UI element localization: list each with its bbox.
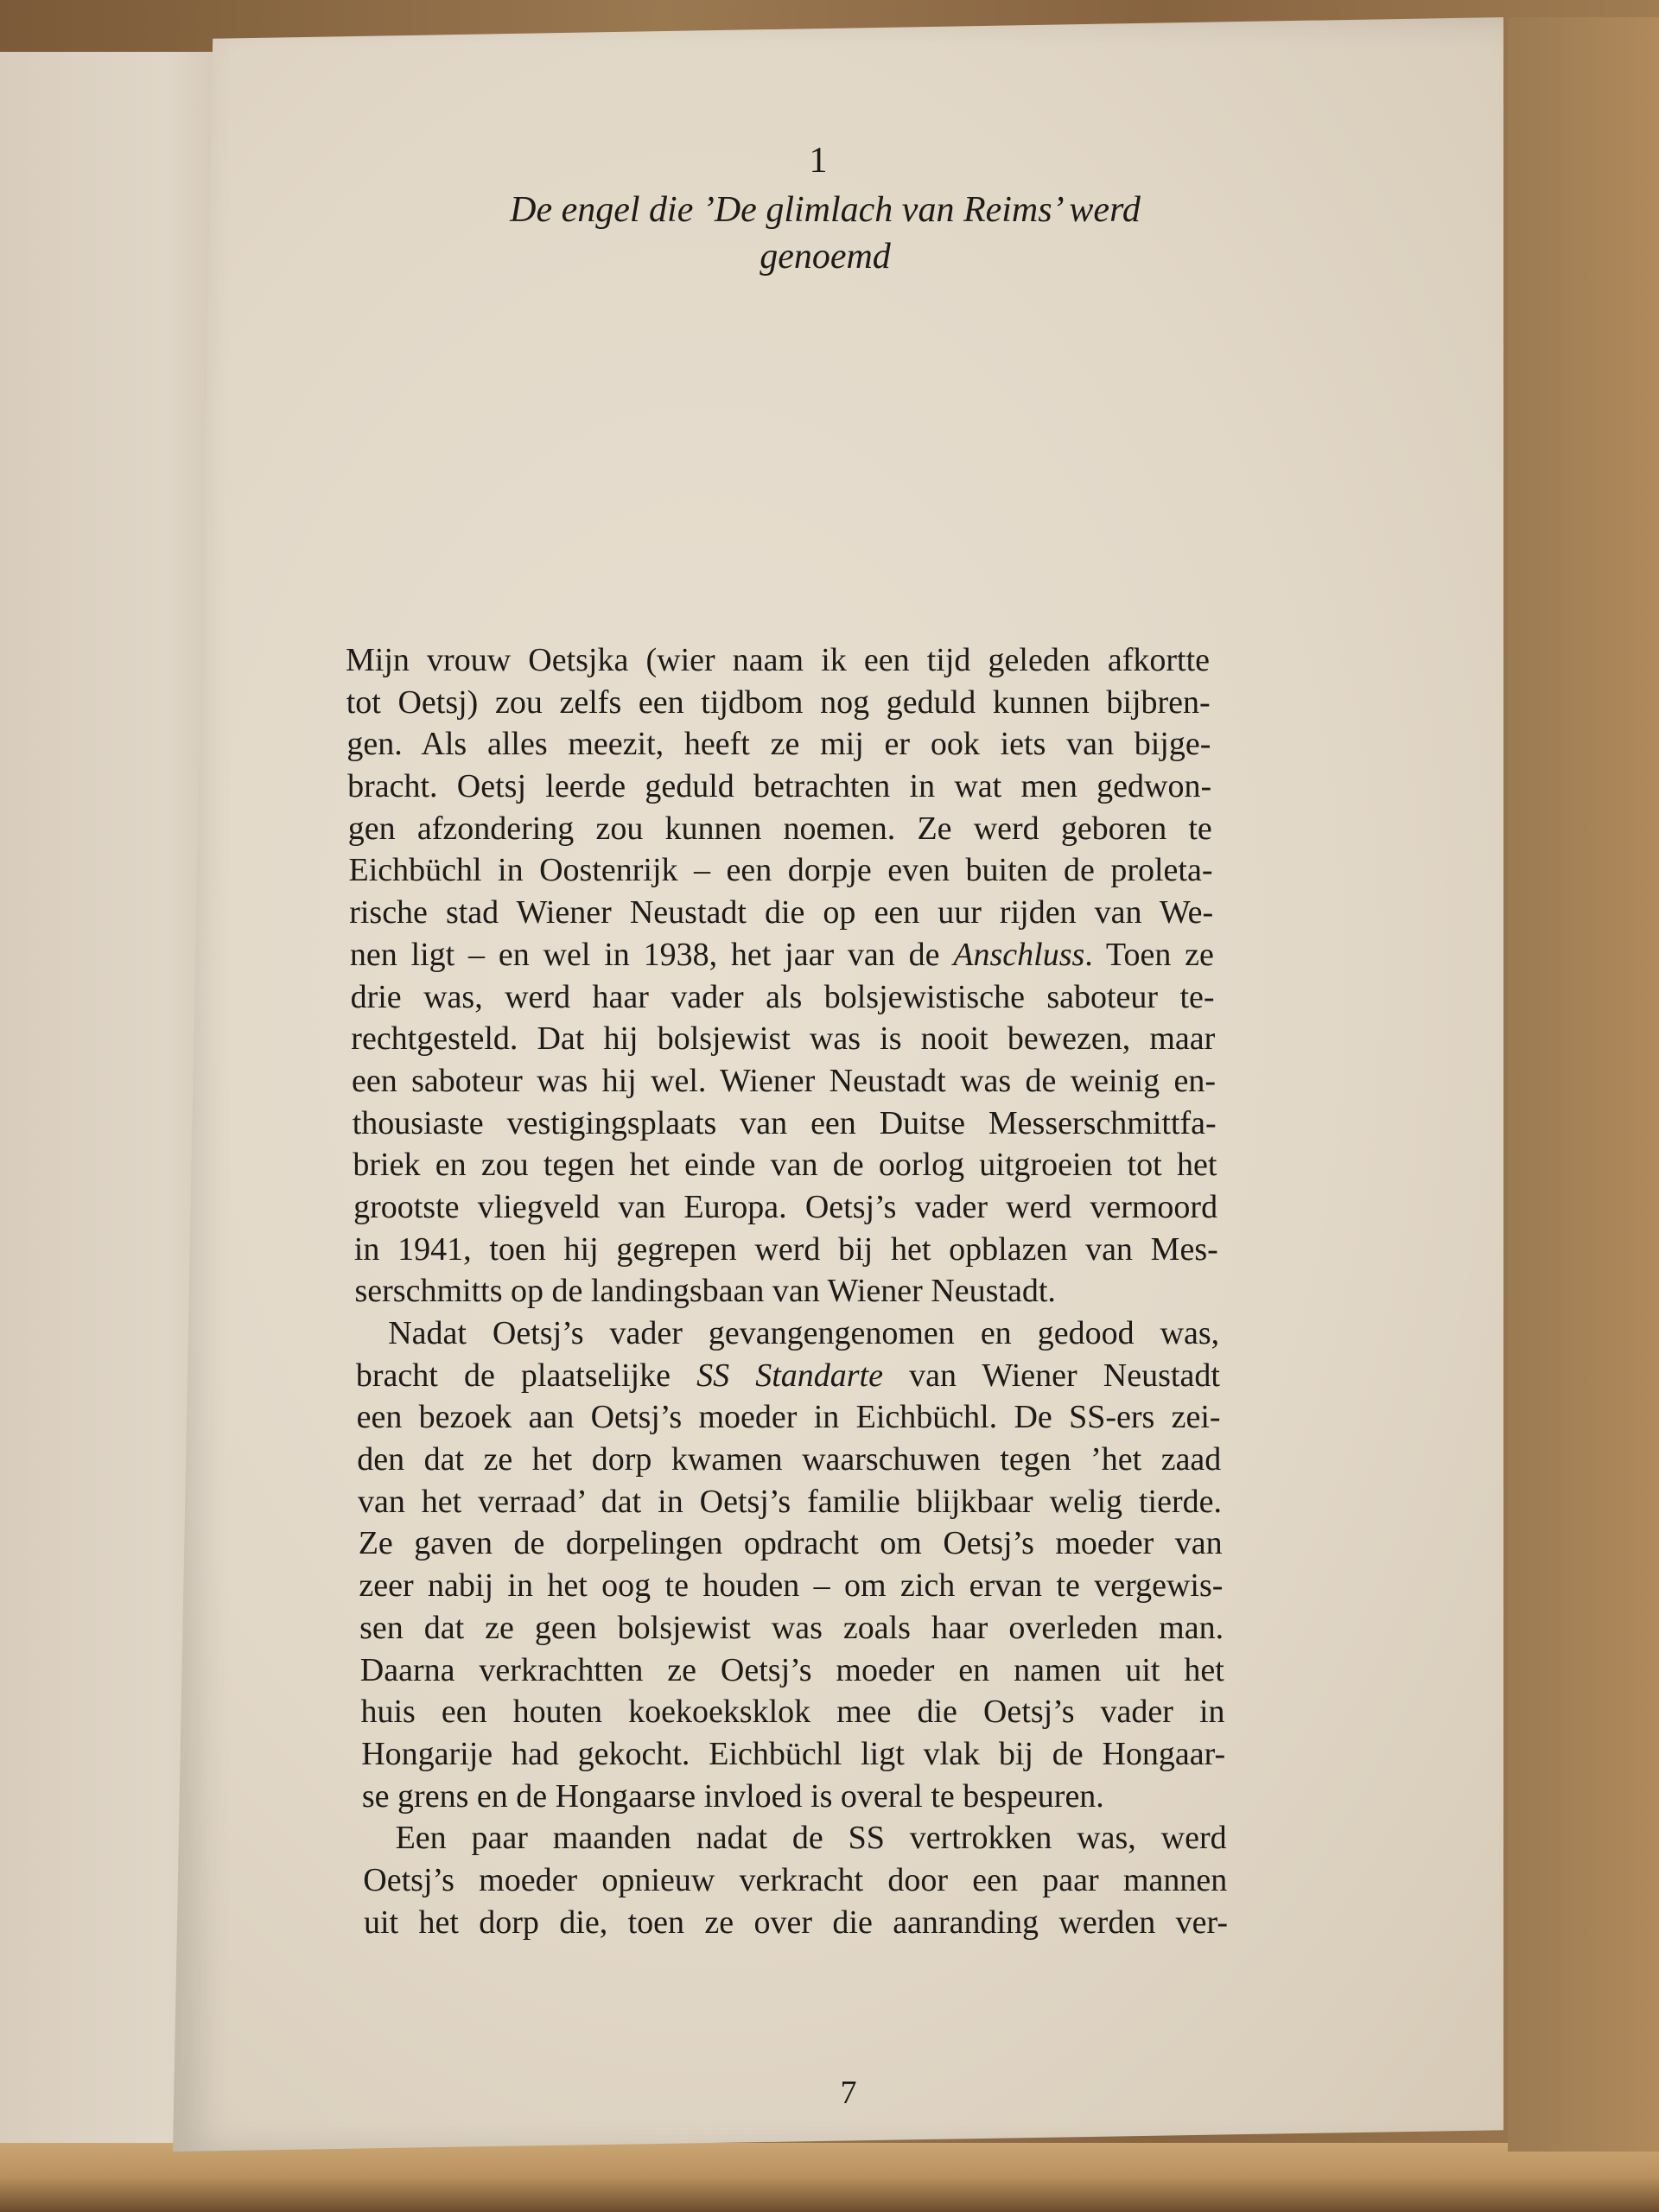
text-line: serschmitts op de landingsbaan van Wiener Neustadt.: [354, 1273, 1056, 1310]
text-line: sen dat ze geen bolsjewist was zoals haar overleden man.: [359, 1609, 1224, 1646]
text-line: Daarna verkrachtten ze Oetsj’s moeder en namen uit het: [359, 1651, 1224, 1688]
text-line: gen. Als alles meezit, heeft ze mij er ook iets van bijge-: [346, 726, 1211, 763]
chapter-title: [0, 187, 1659, 280]
text-line: Mijn vrouw Oetsjka (wier naam ik een tijd geleden afkortte: [346, 642, 1210, 678]
text-line: rechtgesteld. Dat hij bolsjewist was is nooit bewezen, maar: [351, 1020, 1216, 1058]
text-run: nen ligt – en wel in 1938, het jaar van de: [349, 936, 954, 973]
text-line: Oetsj’s moeder opnieuw verkracht door een paar mannen: [363, 1861, 1228, 1898]
text-line: huis een houten koekoeksklok mee die Oetsj’s vader in: [360, 1694, 1225, 1731]
text-line: briek en zou tegen het einde van de oorlog uitgroeien tot het: [353, 1147, 1217, 1184]
body-text: [346, 639, 1228, 1943]
italic-term: SS Standarte: [696, 1357, 883, 1394]
paragraph: [346, 1313, 1226, 1817]
text-line: in 1941, toen hij gegrepen werd bij het opblazen van Mes-: [353, 1230, 1218, 1268]
text-line: drie was, werd haar vader als bolsjewistische saboteur te-: [350, 978, 1215, 1015]
text-line: Nadat Oetsj’s vader gevangengenomen en gedood was,: [388, 1315, 1220, 1351]
text-line: grootste vliegveld van Europa. Oetsj’s vader werd vermoord: [353, 1188, 1218, 1225]
page-number-text: 7: [840, 2075, 857, 2111]
text-line: thousiaste vestigingsplaats van een Duitse Messerschmittfa-: [352, 1104, 1217, 1141]
paragraph: [346, 639, 1218, 1313]
text-line: bracht. Oetsj leerde geduld betrachten in wat men gedwon-: [347, 768, 1212, 805]
text-line: een saboteur was hij wel. Wiener Neustadt was de weinig en-: [352, 1062, 1216, 1099]
text-line: uit het dorp die, toen ze over die aanranding werden ver-: [364, 1904, 1228, 1941]
text-line: Een paar maanden nadat de SS vertrokken was, werd: [395, 1820, 1227, 1857]
text-line: Hongarije had gekocht. Eichbüchl ligt vlak bij de Hongaar-: [361, 1735, 1226, 1772]
text-run: bracht de plaatselijke: [355, 1357, 697, 1394]
chapter-title-line: genoemd: [760, 237, 891, 276]
text-line: rische stad Wiener Neustadt die op een uur rijden van We-: [349, 894, 1214, 931]
text-line: se grens en de Hongaarse invloed is overal te bespeuren.: [361, 1777, 1104, 1815]
italic-term: Anschluss: [953, 936, 1085, 973]
text-line: [350, 934, 1214, 976]
chapter-title-line: De engel die ’De glimlach van Reims’ werd: [510, 190, 1141, 230]
text-run: van Wiener Neustadt: [882, 1357, 1220, 1394]
text-line: gen afzondering zou kunnen noemen. Ze werd geboren te: [347, 810, 1212, 847]
text-line: Eichbüchl in Oostenrijk – een dorpje even buiten de proleta-: [348, 852, 1213, 889]
text-line: zeer nabij in het oog te houden – om zich ervan te vergewis-: [359, 1567, 1224, 1605]
chapter-number-text: 1: [809, 141, 828, 181]
text-line: een bezoek aan Oetsj’s moeder in Eichbüchl. De SS-ers zei-: [356, 1399, 1221, 1436]
text-line: [356, 1355, 1220, 1397]
text-line: van het verraad’ dat in Oetsj’s familie blijkbaar welig tierde.: [358, 1483, 1222, 1520]
wood-background-right: [1508, 17, 1659, 2152]
page-number: [0, 2072, 1659, 2113]
text-line: Ze gaven de dorpelingen opdracht om Oetsj’s moeder van: [358, 1525, 1223, 1562]
paragraph: [346, 1817, 1228, 1943]
text-line: den dat ze het dorp kwamen waarschuwen tegen ’het zaad: [357, 1441, 1222, 1478]
text-line: tot Oetsj) zou zelfs een tijdbom nog geduld kunnen bijbren-: [346, 683, 1211, 721]
chapter-number: [0, 138, 1659, 183]
wooden-shelf: [0, 2143, 1659, 2212]
text-run: . Toen ze: [1084, 936, 1214, 973]
